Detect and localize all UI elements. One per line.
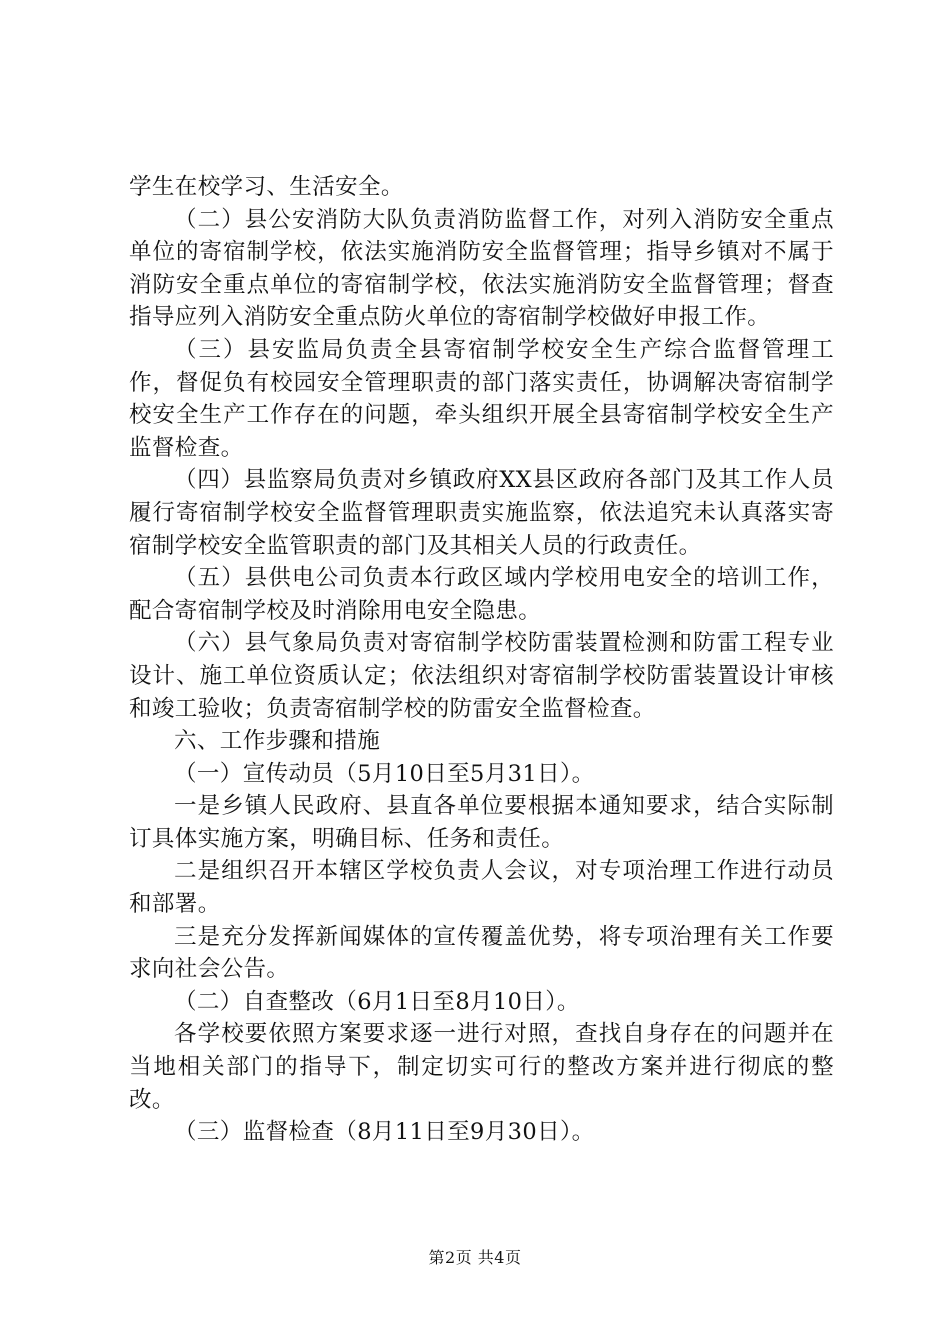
- document-body: [129, 171, 834, 1149]
- section-heading: 六、工作步骤和措施: [174, 728, 381, 755]
- paragraph: （四）县监察局负责对乡镇政府XX县区政府各部门及其工作人员履行寄宿制学校安全监督管理职责实施监察，依法追究未认真落实寄宿制学校安全监管职责的部门及其相关人员的行政责任。: [129, 467, 834, 559]
- paragraph: （三）县安监局负责全县寄宿制学校安全生产综合监督管理工作，督促负有校园安全管理职责的部门落实责任，协调解决寄宿制学校安全生产工作存在的问题，牵头组织开展全县寄宿制学校安全生产监督检查。: [129, 336, 834, 461]
- paragraph: 各学校要依照方案要求逐一进行对照，查找自身存在的问题并在当地相关部门的指导下，制定切实可行的整改方案并进行彻底的整改。: [129, 1021, 834, 1113]
- paragraph: 一是乡镇人民政府、县直各单位要根据本通知要求，结合实际制订具体实施方案，明确目标、任务和责任。: [129, 793, 834, 852]
- paragraph: 二是组织召开本辖区学校负责人会议，对专项治理工作进行动员和部署。: [129, 858, 834, 918]
- paragraph: （五）县供电公司负责本行政区域内学校用电安全的培训工作，配合寄宿制学校及时消除用电安全隐患。: [129, 565, 834, 624]
- page-number-footer: 第2页 共4页: [428, 1248, 522, 1267]
- subsection-heading: （二）自查整改（6月1日至8月10日）。: [174, 988, 580, 1015]
- paragraph: 学生在校学习、生活安全。: [129, 174, 404, 200]
- subsection-heading: （一）宣传动员（5月10日至5月31日）。: [174, 760, 595, 787]
- paragraph: 三是充分发挥新闻媒体的宣传覆盖优势，将专项治理有关工作要求向社会公告。: [129, 923, 834, 983]
- subsection-heading: （三）监督检查（8月11日至9月30日）。: [174, 1119, 595, 1146]
- paragraph: （六）县气象局负责对寄宿制学校防雷装置检测和防雷工程专业设计、施工单位资质认定；依法组织对寄宿制学校防雷装置设计审核和竣工验收；负责寄宿制学校的防雷安全监督检查。: [129, 630, 834, 722]
- paragraph: （二）县公安消防大队负责消防监督工作，对列入消防安全重点单位的寄宿制学校，依法实施消防安全监督管理；指导乡镇对不属于消防安全重点单位的寄宿制学校，依法实施消防安全监督管理；督查指导应列入消防安全重点防火单位的寄宿制学校做好申报工作。: [129, 206, 834, 331]
